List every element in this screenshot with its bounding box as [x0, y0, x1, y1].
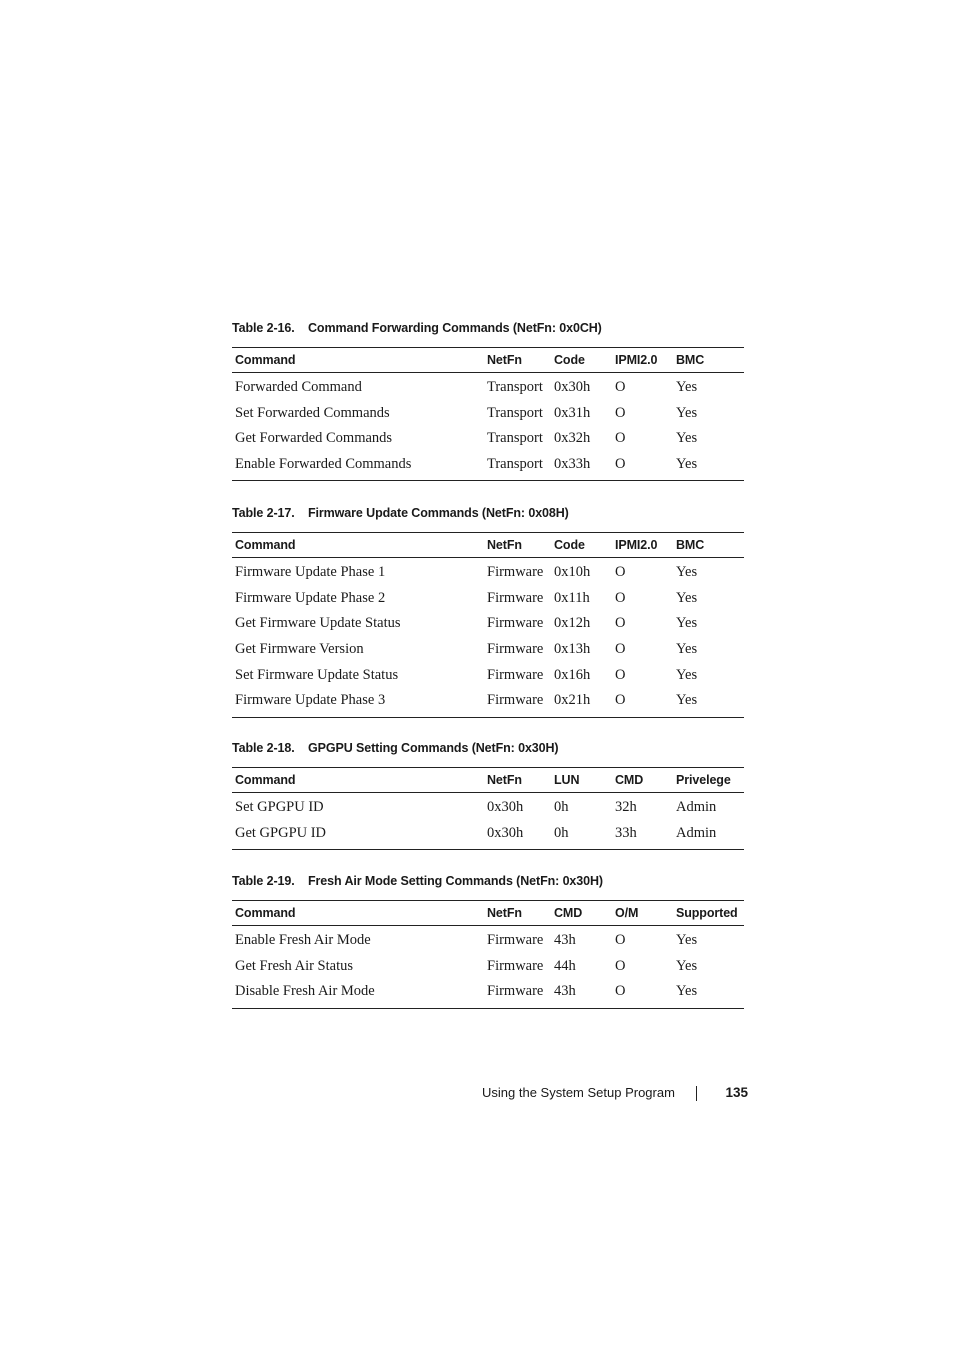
table-cell: Yes [676, 379, 698, 396]
table-cell: O [615, 932, 626, 949]
table-cell: 0x32h [554, 430, 591, 447]
column-header: Code [551, 533, 612, 558]
table-row [232, 586, 744, 612]
table-cell: Yes [676, 957, 698, 974]
footer-section-title: Using the System Setup Program [482, 1085, 675, 1100]
table-number: Table 2-18. [232, 741, 295, 755]
table-cell: Yes [676, 404, 698, 421]
table-2-19-block [232, 872, 744, 1009]
table-row [232, 401, 744, 427]
table-cell: O [615, 641, 626, 658]
table-cell: Set Firmware Update Status [235, 666, 399, 683]
table-number: Table 2-17. [232, 506, 295, 520]
table-row [232, 954, 744, 980]
table-cell: Firmware [487, 615, 544, 632]
table-cell: Admin [673, 821, 744, 850]
table-cell: 0x16h [554, 666, 591, 683]
table-title: Fresh Air Mode Setting Commands (NetFn: 0x30H) [308, 874, 603, 888]
table-cell: O [615, 615, 626, 632]
table-cell: Yes [676, 641, 698, 658]
column-header: IPMI2.0 [612, 348, 673, 373]
table-cell: 0x13h [554, 641, 591, 658]
table-caption [232, 739, 744, 757]
table-cell: 0x21h [551, 688, 612, 717]
table-cell: Yes [676, 666, 698, 683]
table-cell: Set GPGPU ID [235, 799, 324, 816]
table-title: Firmware Update Commands (NetFn: 0x08H) [308, 506, 569, 520]
column-header: CMD [551, 901, 612, 926]
table-cell: 43h [554, 932, 576, 949]
table-header-row [232, 348, 744, 373]
table-cell: Get Firmware Update Status [235, 615, 401, 632]
table-cell: Firmware Update Phase 2 [235, 589, 386, 606]
table-header-row [232, 901, 744, 926]
table-cell: 0x10h [554, 564, 591, 581]
table-cell: 0x30h [484, 821, 551, 850]
table-cell: 43h [551, 979, 612, 1008]
footer-separator [696, 1086, 697, 1101]
table-cell: Firmware [484, 979, 551, 1008]
column-header: Command [232, 768, 484, 793]
column-header: LUN [551, 768, 612, 793]
table-cell: Get Fresh Air Status [235, 957, 354, 974]
table-header-row [232, 768, 744, 793]
table-cell: Get Forwarded Commands [235, 430, 393, 447]
table-title: GPGPU Setting Commands (NetFn: 0x30H) [308, 741, 559, 755]
table-cell: Get Firmware Version [235, 641, 364, 658]
table-cell: O [612, 688, 673, 717]
table-cell: Firmware [487, 589, 544, 606]
table-cell: Enable Forwarded Commands [232, 452, 484, 481]
column-header: O/M [612, 901, 673, 926]
table-cell: O [615, 379, 626, 396]
table-cell: Yes [676, 932, 698, 949]
table-2-18-block [232, 739, 744, 850]
table-cell: 0h [551, 821, 612, 850]
table-cell: Firmware [487, 666, 544, 683]
table-cell: O [615, 589, 626, 606]
command-forwarding-table [232, 347, 744, 481]
table-cell: 0x30h [554, 379, 591, 396]
table-header-row [232, 533, 744, 558]
table-number: Table 2-19. [232, 874, 295, 888]
column-header: Command [232, 348, 484, 373]
table-caption [232, 319, 744, 337]
table-row [232, 426, 744, 452]
table-cell: O [612, 979, 673, 1008]
table-cell: Firmware Update Phase 3 [232, 688, 484, 717]
table-cell: Yes [676, 564, 698, 581]
gpgpu-setting-table [232, 767, 744, 850]
table-cell: 44h [554, 957, 576, 974]
table-cell: Firmware [484, 688, 551, 717]
column-header: Code [551, 348, 612, 373]
table-row [232, 611, 744, 637]
table-row [232, 637, 744, 663]
table-cell: 32h [615, 799, 637, 816]
table-2-17-block [232, 504, 744, 718]
table-cell: Forwarded Command [235, 379, 362, 396]
table-row [232, 793, 744, 821]
column-header: BMC [673, 348, 744, 373]
column-header: Command [232, 901, 484, 926]
table-cell: Firmware Update Phase 1 [235, 564, 386, 581]
table-cell: O [615, 430, 626, 447]
column-header: NetFn [484, 768, 551, 793]
table-cell: 0x30h [487, 799, 524, 816]
table-cell: Enable Fresh Air Mode [235, 932, 371, 949]
table-cell: Get GPGPU ID [232, 821, 484, 850]
table-cell: 33h [612, 821, 673, 850]
column-header: Command [232, 533, 484, 558]
column-header: IPMI2.0 [612, 533, 673, 558]
table-cell: Transport [487, 404, 543, 421]
table-row [232, 926, 744, 954]
page-footer [482, 1083, 748, 1103]
table-cell: O [615, 957, 626, 974]
table-cell: Disable Fresh Air Mode [232, 979, 484, 1008]
column-header: NetFn [484, 901, 551, 926]
table-cell: Firmware [487, 957, 544, 974]
table-2-16-block [232, 319, 744, 481]
table-cell: Transport [487, 379, 543, 396]
table-cell: Yes [673, 452, 744, 481]
table-cell: Firmware [487, 932, 544, 949]
table-cell: Yes [673, 979, 744, 1008]
fresh-air-mode-table [232, 900, 744, 1009]
table-cell: Yes [676, 430, 698, 447]
table-number: Table 2-16. [232, 321, 295, 335]
table-cell: O [615, 564, 626, 581]
table-cell: Transport [487, 430, 543, 447]
table-cell: Admin [676, 799, 717, 816]
table-cell: 0x31h [554, 404, 591, 421]
table-cell: Yes [676, 589, 698, 606]
table-title: Command Forwarding Commands (NetFn: 0x0CH) [308, 321, 602, 335]
table-cell: Yes [673, 688, 744, 717]
table-row [232, 821, 744, 850]
column-header: NetFn [484, 348, 551, 373]
table-row [232, 979, 744, 1008]
table-cell: 0x12h [554, 615, 591, 632]
column-header: BMC [673, 533, 744, 558]
table-cell: O [615, 666, 626, 683]
table-row [232, 452, 744, 481]
firmware-update-table [232, 532, 744, 718]
page-number: 135 [725, 1085, 748, 1100]
column-header: NetFn [484, 533, 551, 558]
table-row [232, 688, 744, 717]
table-cell: O [615, 404, 626, 421]
table-cell: Set Forwarded Commands [235, 404, 390, 421]
table-cell: Firmware [487, 564, 544, 581]
table-cell: Transport [484, 452, 551, 481]
table-cell: Yes [676, 615, 698, 632]
table-row [232, 662, 744, 688]
table-caption [232, 872, 744, 890]
table-cell: Firmware [487, 641, 544, 658]
column-header: Supported [673, 901, 744, 926]
table-row [232, 558, 744, 586]
table-caption [232, 504, 744, 522]
table-cell: 0x33h [551, 452, 612, 481]
table-cell: O [612, 452, 673, 481]
table-row [232, 373, 744, 401]
table-cell: 0h [554, 799, 569, 816]
table-cell: 0x11h [554, 589, 590, 606]
column-header: Privelege [673, 768, 744, 793]
column-header: CMD [612, 768, 673, 793]
